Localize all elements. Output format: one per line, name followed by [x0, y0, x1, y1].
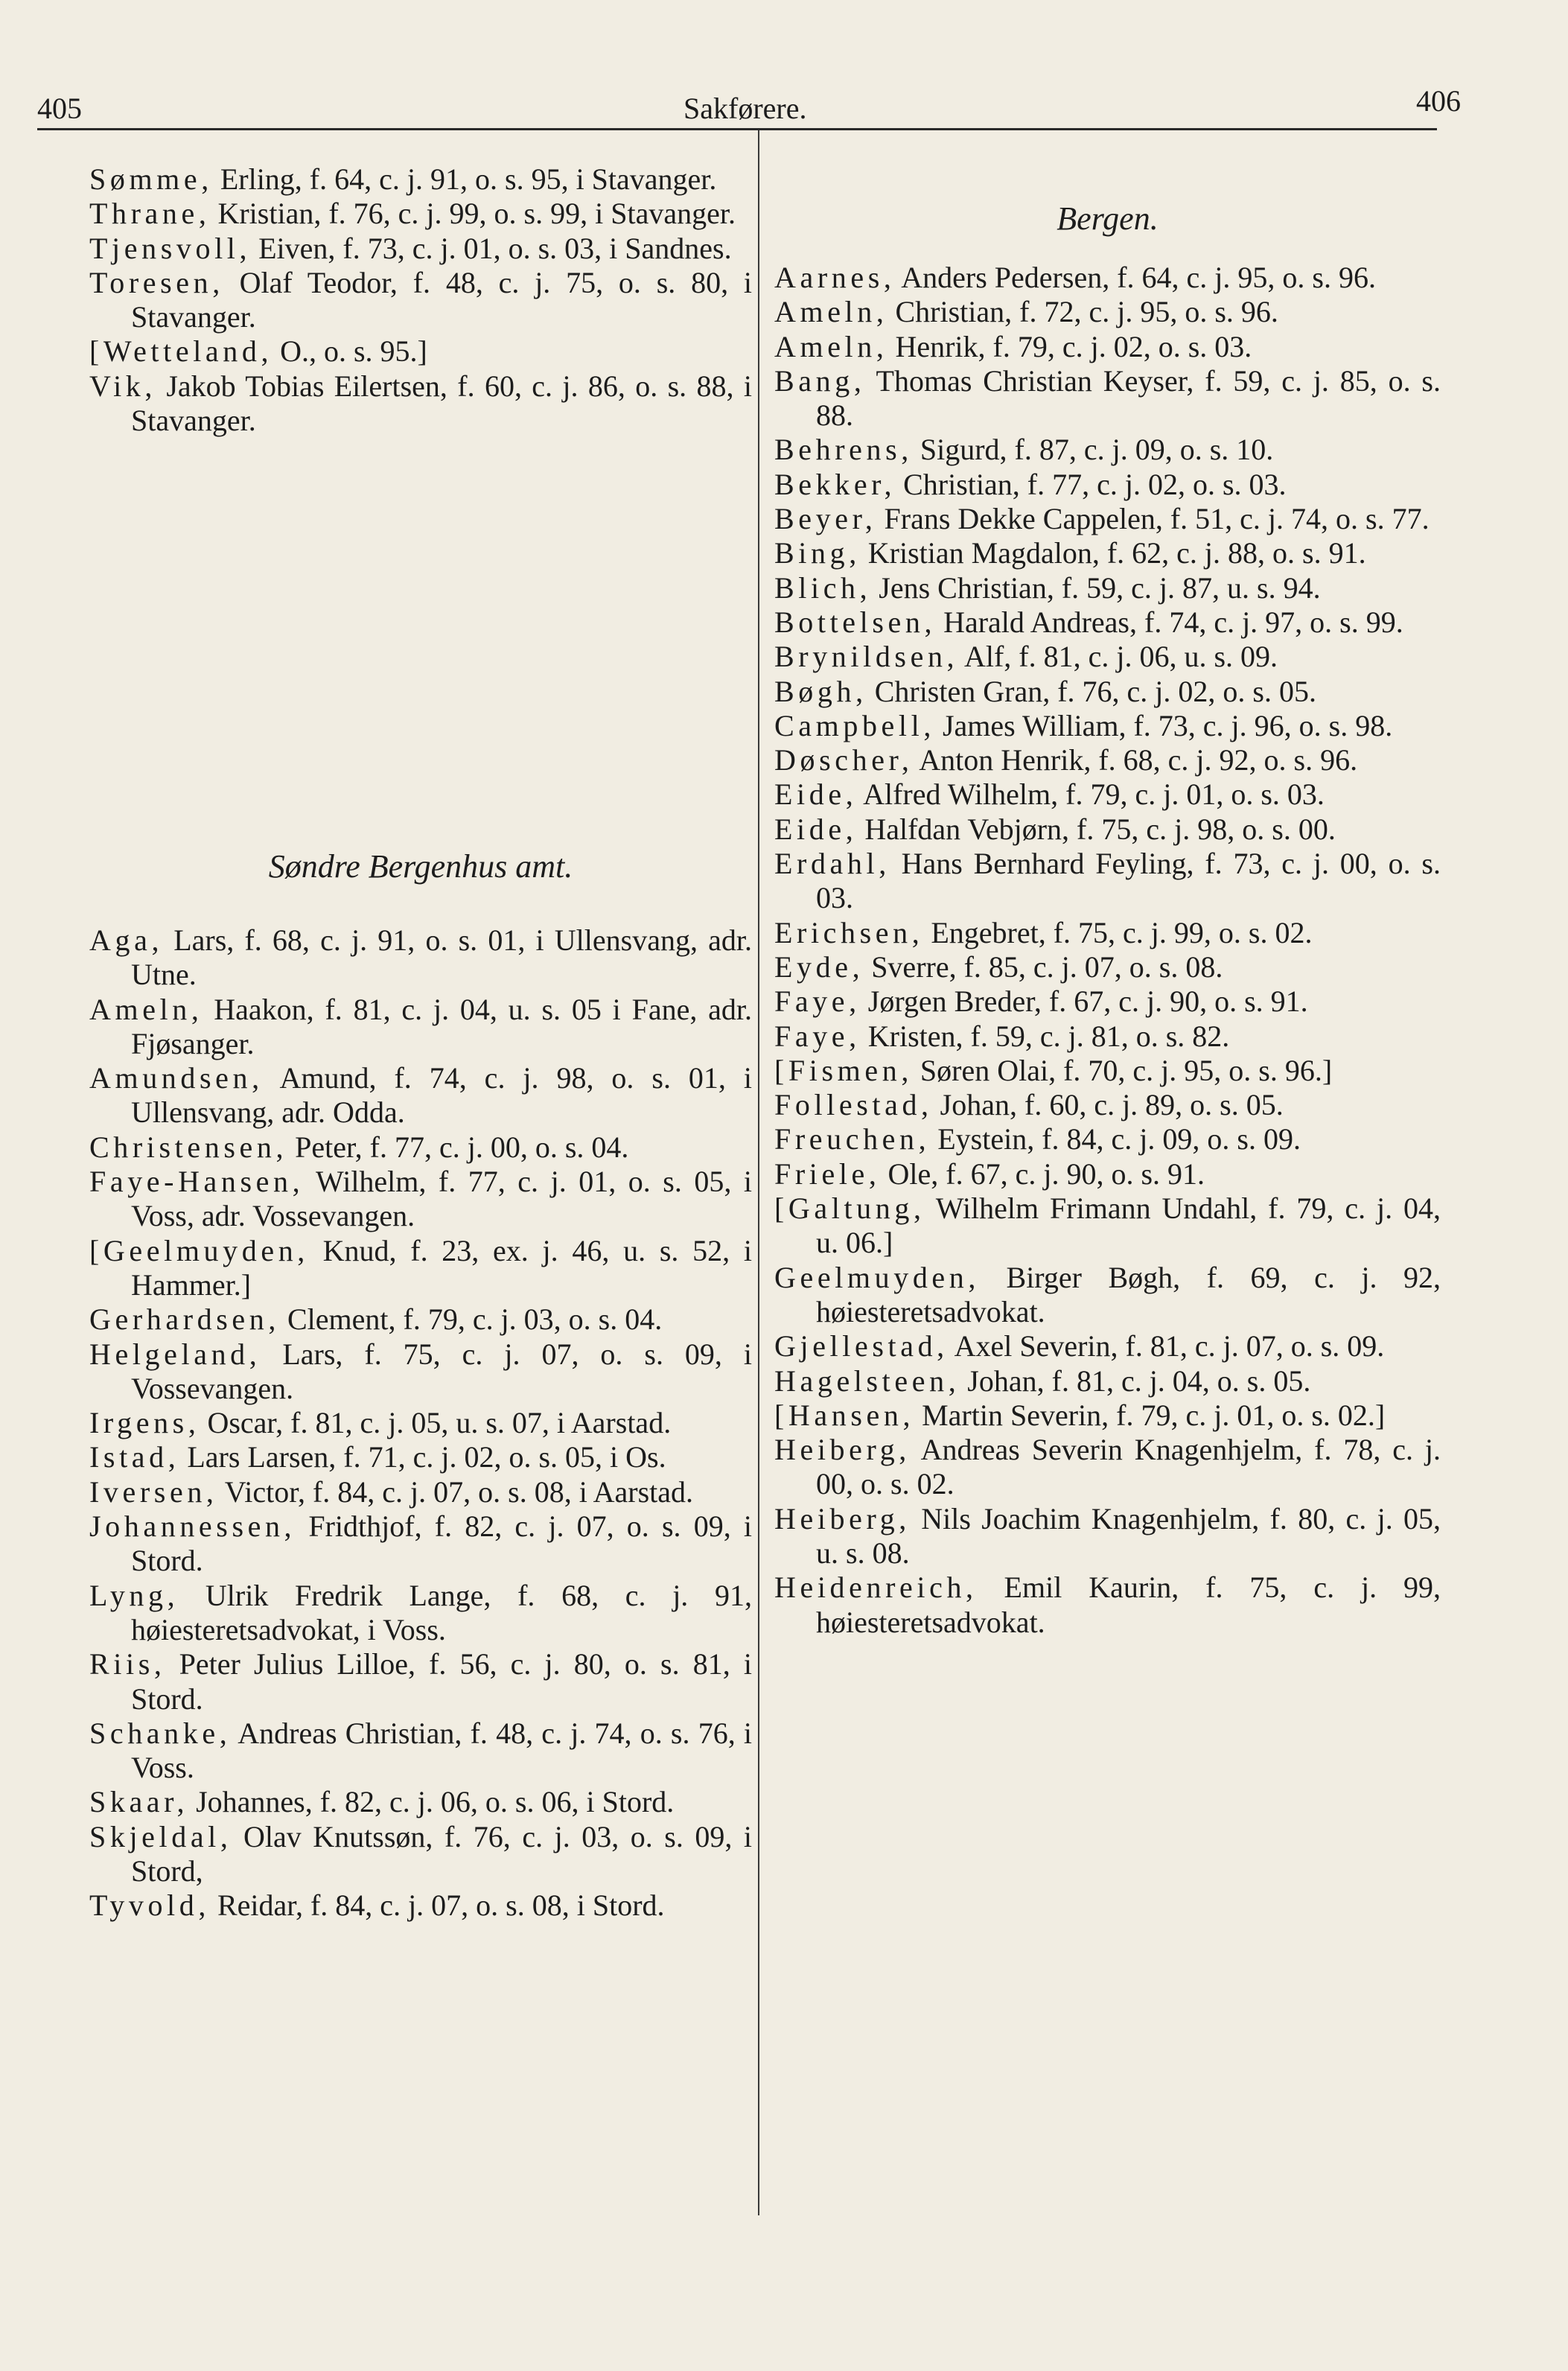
directory-entry: [774, 640, 1441, 674]
entry-details: Halfdan Vebjørn, f. 75, c. j. 98, o. s. 00.: [857, 812, 1336, 846]
entry-surname: Istad,: [89, 1440, 180, 1474]
directory-entry: [774, 1261, 1441, 1330]
directory-entry: [774, 1364, 1441, 1398]
entry-details: Haakon, f. 81, c. j. 04, u. s. 05 i Fane, adr. Fjøsanger.: [131, 992, 752, 1060]
running-title: Sakførere.: [683, 92, 807, 125]
entry-details: Ole, f. 67, c. j. 90, o. s. 91.: [880, 1156, 1205, 1191]
directory-entry: [774, 1398, 1441, 1433]
directory-entry: [774, 950, 1441, 984]
entry-surname: [Wetteland,: [89, 334, 273, 369]
section-title-sondre-bergenhus: Søndre Bergenhus amt.: [268, 848, 573, 885]
entry-surname: Vik,: [89, 369, 156, 403]
directory-entry: [89, 1061, 752, 1130]
entry-details: Lars Larsen, f. 71, c. j. 02, o. s. 05, i Os.: [179, 1440, 666, 1474]
entry-surname: Helgeland,: [89, 1337, 261, 1371]
directory-entry: [774, 709, 1441, 743]
entry-details: Hans Bernhard Feyling, f. 73, c. j. 00, o. s. 03.: [816, 847, 1441, 915]
entry-details: Kristian Magdalon, f. 62, c. j. 88, o. s. 91.: [860, 536, 1366, 570]
entry-details: Johannes, f. 82, c. j. 06, o. s. 06, i Stord.: [188, 1785, 675, 1819]
entry-details: Oscar, f. 81, c. j. 05, u. s. 07, i Aarstad.: [200, 1406, 672, 1440]
entry-surname: Eide,: [774, 812, 858, 846]
entry-details: Johan, f. 60, c. j. 89, o. s. 05.: [932, 1088, 1284, 1122]
entry-surname: Ameln,: [774, 329, 888, 363]
entry-surname: Johannessen,: [89, 1509, 296, 1544]
entry-surname: Gjellestad,: [774, 1329, 949, 1363]
directory-entry: [89, 334, 752, 369]
entry-details: Lars, f. 75, c. j. 07, o. s. 09, i Vossevangen.: [131, 1337, 752, 1405]
entry-details: Eiven, f. 73, c. j. 01, o. s. 03, i Sandnes.: [251, 231, 732, 265]
entry-details: Peter Julius Lilloe, f. 56, c. j. 80, o. s. 81, i Stord.: [131, 1647, 752, 1716]
entry-surname: Døscher,: [774, 743, 914, 777]
entry-surname: Heiberg,: [774, 1501, 911, 1535]
entry-surname: Bekker,: [774, 467, 896, 501]
column-divider: [758, 130, 759, 2215]
entry-details: James William, f. 73, c. j. 96, o. s. 98.: [934, 708, 1393, 742]
entry-details: Axel Severin, f. 81, c. j. 07, o. s. 09.: [948, 1329, 1385, 1363]
entry-details: Emil Kaurin, f. 75, c. j. 99, høiesteretsadvokat.: [816, 1570, 1441, 1639]
header-rule: [37, 128, 1437, 130]
directory-entry: [89, 232, 752, 266]
entry-surname: Geelmuyden,: [774, 1260, 980, 1294]
directory-entry: [774, 675, 1441, 709]
directory-entry: [774, 1570, 1441, 1640]
entry-details: O., o. s. 95.]: [273, 334, 427, 369]
directory-entry: [774, 916, 1441, 950]
entry-details: Jakob Tobias Eilertsen, f. 60, c. j. 86, o. s. 88, i Stavanger.: [131, 369, 752, 438]
entry-details: Anton Henrik, f. 68, c. j. 92, o. s. 96.: [913, 743, 1358, 777]
page-header: [37, 83, 1461, 128]
directory-entry: [89, 1130, 752, 1165]
entry-details: Nils Joachim Knagenhjelm, f. 80, c. j. 05, u. s. 08.: [816, 1501, 1441, 1570]
page-number-left: 405: [37, 92, 82, 125]
entry-surname: Blich,: [774, 570, 872, 605]
right-list: [774, 261, 1441, 1640]
entry-details: Olaf Teodor, f. 48, c. j. 75, o. s. 80, i Stavanger.: [131, 265, 752, 334]
directory-entry: [89, 162, 752, 197]
entry-details: Erling, f. 64, c. j. 91, o. s. 95, i Stavanger.: [212, 162, 717, 196]
entry-surname: Lyng,: [89, 1578, 179, 1612]
directory-entry: [774, 330, 1441, 364]
entry-surname: Brynildsen,: [774, 640, 959, 674]
directory-entry: [89, 1785, 752, 1819]
entry-surname: Campbell,: [774, 708, 935, 742]
entry-surname: Christensen,: [89, 1130, 288, 1164]
entry-surname: Schanke,: [89, 1716, 232, 1750]
entry-surname: [Geelmuyden,: [89, 1233, 309, 1267]
directory-entry: [774, 1191, 1441, 1261]
directory-entry: [774, 605, 1441, 640]
entry-details: Eystein, f. 84, c. j. 09, o. s. 09.: [930, 1122, 1301, 1156]
entry-details: Wilhelm Frimann Undahl, f. 79, c. j. 04, u. 06.]: [816, 1191, 1441, 1260]
directory-entry: [774, 571, 1441, 605]
entry-details: Christian, f. 77, c. j. 02, o. s. 03.: [896, 467, 1287, 501]
directory-entry: [774, 777, 1441, 812]
directory-entry: [774, 536, 1441, 570]
entry-details: Fridthjof, f. 82, c. j. 07, o. s. 09, i Stord.: [131, 1509, 752, 1578]
entry-details: Jens Christian, f. 59, c. j. 87, u. s. 94.: [871, 570, 1321, 605]
entry-details: Olav Knutssøn, f. 76, c. j. 03, o. s. 09, i Stord,: [131, 1819, 752, 1888]
entry-details: Wilhelm, f. 77, c. j. 01, o. s. 05, i Voss, adr. Vossevangen.: [131, 1165, 752, 1233]
entry-surname: Amundsen,: [89, 1061, 264, 1095]
directory-entry: [89, 1475, 752, 1509]
directory-entry: [774, 743, 1441, 777]
entry-details: Christen Gran, f. 76, c. j. 02, o. s. 05.: [867, 674, 1316, 708]
entry-surname: [Galtung,: [774, 1191, 925, 1226]
directory-entry: [774, 364, 1441, 433]
directory-entry: [89, 1337, 752, 1407]
entry-surname: Heiberg,: [774, 1433, 911, 1467]
entry-surname: Bottelsen,: [774, 605, 937, 639]
directory-entry: [774, 433, 1441, 467]
entry-surname: Gerhardsen,: [89, 1302, 280, 1337]
entry-details: Knud, f. 23, ex. j. 46, u. s. 52, i Hammer.]: [131, 1233, 752, 1302]
directory-entry: [774, 1433, 1441, 1502]
directory-entry: [774, 295, 1441, 329]
entry-details: Ulrik Fredrik Lange, f. 68, c. j. 91, høiesteretsadvokat, i Voss.: [131, 1578, 752, 1646]
entry-details: Peter, f. 77, c. j. 00, o. s. 04.: [287, 1130, 629, 1164]
directory-entry: [89, 1716, 752, 1786]
entry-details: Sigurd, f. 87, c. j. 09, o. s. 10.: [912, 433, 1274, 467]
entry-details: Kristian, f. 76, c. j. 99, o. s. 99, i Stavanger.: [210, 197, 736, 231]
entry-details: Harald Andreas, f. 74, c. j. 97, o. s. 99.: [936, 605, 1403, 639]
directory-entry: [774, 1329, 1441, 1363]
directory-entry: [774, 1502, 1441, 1571]
entry-surname: Irgens,: [89, 1406, 200, 1440]
entry-surname: Ameln,: [774, 295, 888, 329]
directory-entry: [89, 369, 752, 439]
entry-details: Christian, f. 72, c. j. 95, o. s. 96.: [887, 295, 1278, 329]
directory-entry: [89, 1888, 752, 1923]
directory-entry: [774, 847, 1441, 916]
entry-details: Henrik, f. 79, c. j. 02, o. s. 03.: [887, 329, 1252, 363]
directory-entry: [89, 197, 752, 231]
entry-surname: Erichsen,: [774, 915, 924, 949]
entry-surname: Faye,: [774, 1019, 861, 1053]
directory-entry: [774, 261, 1441, 295]
entry-surname: Beyer,: [774, 502, 877, 536]
entry-surname: Follestad,: [774, 1088, 933, 1122]
entry-surname: Toresen,: [89, 265, 224, 299]
entry-details: Martin Severin, f. 79, c. j. 01, o. s. 02.]: [914, 1398, 1386, 1432]
entry-details: Thomas Christian Keyser, f. 59, c. j. 85, o. s. 88.: [816, 363, 1441, 433]
directory-entry: [774, 1122, 1441, 1156]
directory-entry: [774, 1088, 1441, 1122]
section-title-bergen: Bergen.: [1057, 200, 1159, 237]
directory-entry: [89, 1406, 752, 1440]
entry-details: Victor, f. 84, c. j. 07, o. s. 08, i Aarstad.: [217, 1474, 694, 1509]
entry-surname: Aga,: [89, 923, 164, 957]
entry-surname: Hagelsteen,: [774, 1363, 960, 1398]
entry-surname: Riis,: [89, 1647, 166, 1681]
directory-entry: [89, 1234, 752, 1303]
directory-entry: [774, 502, 1441, 536]
directory-entry: [774, 812, 1441, 847]
entry-surname: Thrane,: [89, 197, 211, 231]
directory-entry: [774, 1054, 1441, 1088]
entry-details: Kristen, f. 59, c. j. 81, o. s. 82.: [860, 1019, 1230, 1053]
entry-surname: Behrens,: [774, 433, 913, 467]
directory-entry: [89, 1165, 752, 1234]
directory-entry: [89, 923, 752, 993]
entry-details: Anders Pedersen, f. 64, c. j. 95, o. s. 96.: [895, 261, 1376, 294]
entry-details: Amund, f. 74, c. j. 98, o. s. 01, i Ullensvang, adr. Odda.: [131, 1061, 752, 1130]
directory-entry: [89, 266, 752, 335]
directory-entry: [89, 1579, 752, 1648]
entry-details: Clement, f. 79, c. j. 03, o. s. 04.: [279, 1302, 663, 1337]
entry-surname: Heidenreich,: [774, 1570, 978, 1605]
directory-entry: [89, 1509, 752, 1579]
entry-details: Johan, f. 81, c. j. 04, o. s. 05.: [960, 1363, 1311, 1398]
entry-details: Frans Dekke Cappelen, f. 51, c. j. 74, o. s. 77.: [876, 502, 1430, 536]
directory-entry: [89, 993, 752, 1062]
entry-details: Sverre, f. 85, c. j. 07, o. s. 08.: [864, 949, 1223, 984]
entry-surname: Freuchen,: [774, 1122, 931, 1156]
entry-surname: [Hansen,: [774, 1398, 915, 1432]
entry-surname: Tjensvoll,: [89, 231, 252, 265]
entry-surname: Erdahl,: [774, 847, 890, 881]
entry-surname: Faye,: [774, 984, 861, 1019]
entry-surname: Skjeldal,: [89, 1819, 232, 1853]
directory-entry: [89, 1647, 752, 1716]
entry-details: Reidar, f. 84, c. j. 07, o. s. 08, i Stord.: [209, 1888, 665, 1923]
entry-surname: Faye-Hansen,: [89, 1165, 305, 1199]
entry-details: Andreas Christian, f. 48, c. j. 74, o. s. 76, i Voss.: [131, 1716, 752, 1785]
entry-surname: Bøgh,: [774, 674, 867, 708]
left-section-list: [89, 923, 752, 1923]
entry-surname: Bing,: [774, 536, 861, 570]
entry-surname: Bang,: [774, 363, 866, 398]
entry-surname: [Fismen,: [774, 1053, 913, 1087]
entry-surname: Sømme,: [89, 162, 213, 196]
directory-entry: [774, 1157, 1441, 1191]
left-top-list: [89, 162, 752, 438]
entry-details: Engebret, f. 75, c. j. 99, o. s. 02.: [923, 915, 1313, 949]
entry-surname: Ameln,: [89, 992, 203, 1026]
directory-entry: [89, 1440, 752, 1474]
entry-details: Søren Olai, f. 70, c. j. 95, o. s. 96.]: [912, 1053, 1333, 1087]
directory-entry: [774, 468, 1441, 502]
directory-entry: [89, 1302, 752, 1337]
entry-surname: Friele,: [774, 1156, 881, 1191]
directory-entry: [774, 984, 1441, 1019]
entry-details: Jørgen Breder, f. 67, c. j. 90, o. s. 91.: [860, 984, 1308, 1019]
entry-details: Alf, f. 81, c. j. 06, u. s. 09.: [958, 640, 1278, 674]
entry-surname: Eyde,: [774, 949, 864, 984]
entry-surname: Aarnes,: [774, 261, 896, 294]
entry-surname: Eide,: [774, 777, 858, 812]
entry-details: Andreas Severin Knagenhjelm, f. 78, c. j. 00, o. s. 02.: [816, 1433, 1441, 1501]
entry-details: Lars, f. 68, c. j. 91, o. s. 01, i Ullensvang, adr. Utne.: [131, 923, 752, 992]
entry-surname: Tyvold,: [89, 1888, 210, 1923]
directory-entry: [774, 1019, 1441, 1054]
entry-details: Birger Bøgh, f. 69, c. j. 92, høiesteretsadvokat.: [816, 1260, 1441, 1328]
entry-surname: Iversen,: [89, 1474, 218, 1509]
entry-surname: Skaar,: [89, 1785, 189, 1819]
entry-details: Alfred Wilhelm, f. 79, c. j. 01, o. s. 03.: [857, 777, 1325, 812]
directory-entry: [89, 1820, 752, 1889]
page-number-right: 406: [1416, 84, 1461, 118]
